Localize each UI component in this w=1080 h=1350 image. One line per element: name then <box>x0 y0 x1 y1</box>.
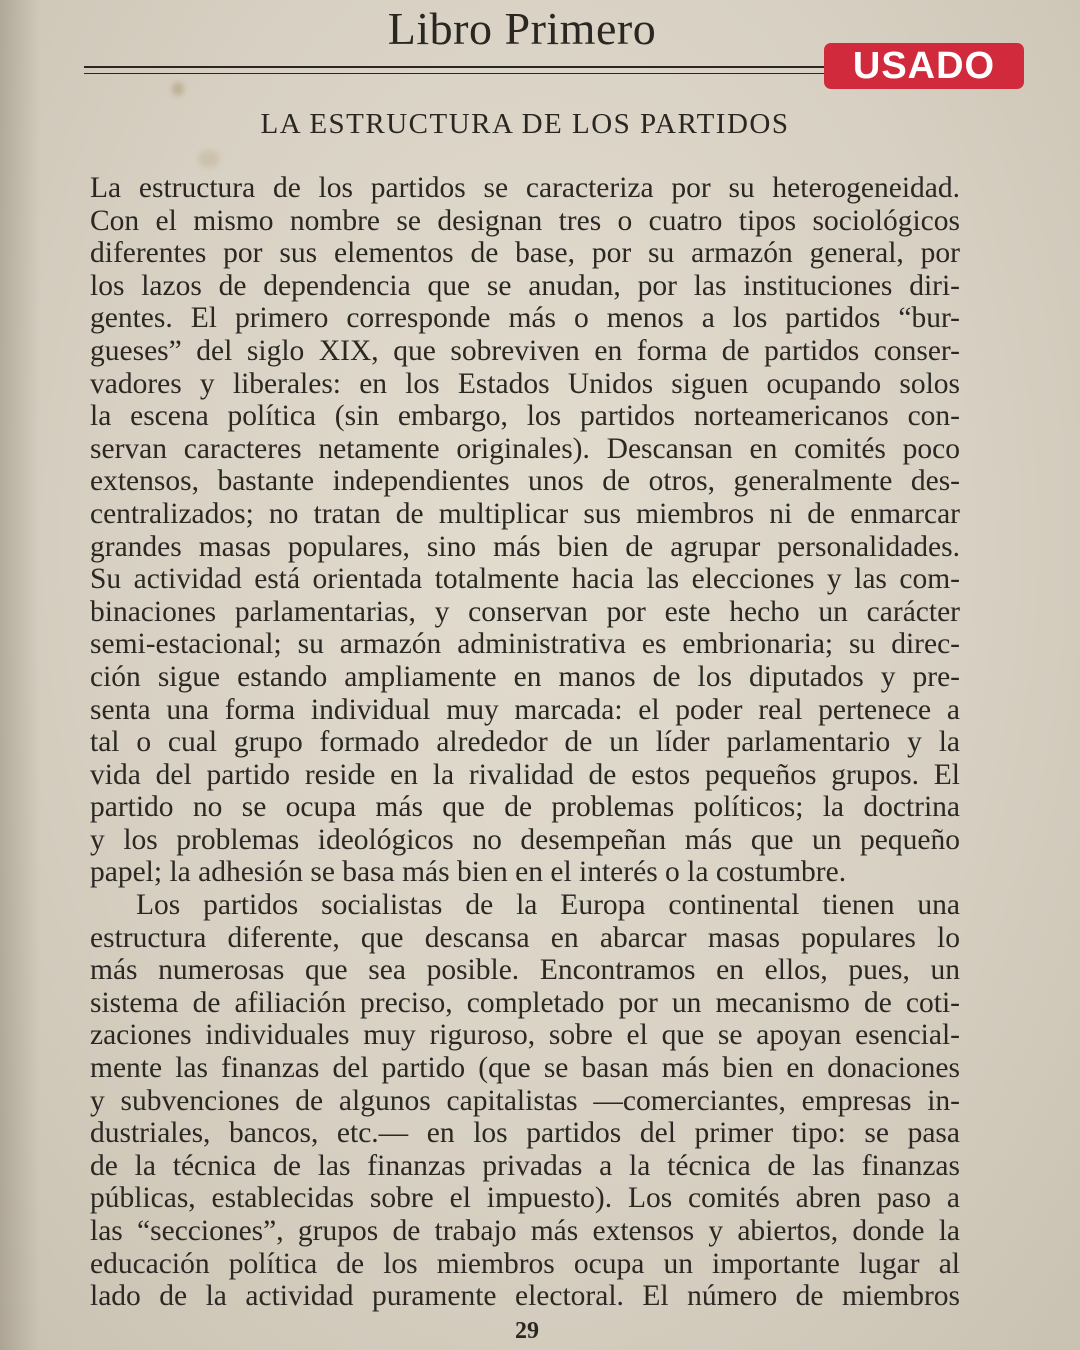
text-line: Con el mismo nombre se designan tres o cuatro tipos sociológicos <box>90 204 960 237</box>
text-line: centralizados; no tratan de multiplicar sus miembros ni de enmarcar <box>90 497 960 530</box>
text-line: vida del partido reside en la rivalidad de estos pequeños grupos. El <box>90 758 960 791</box>
text-line: ción sigue estando ampliamente en manos de los diputados y pre- <box>90 660 960 693</box>
text-line: mente las finanzas del partido (que se basan más bien en donaciones <box>90 1052 960 1085</box>
text-line: sistema de afiliación preciso, completado por un mecanismo de coti- <box>90 986 960 1019</box>
text-line: públicas, establecidas sobre el impuesto). Los comités abren paso a <box>90 1182 960 1215</box>
text-line: y subvenciones de algunos capitalistas —comerciantes, empresas in- <box>90 1084 960 1117</box>
text-line: semi-estacional; su armazón administrativa es embrionaria; su direc- <box>90 628 960 661</box>
paper-stain <box>198 150 220 168</box>
text-line: las “secciones”, grupos de trabajo más extensos y abiertos, donde la <box>90 1215 960 1247</box>
text-line: estructura diferente, que descansa en abarcar masas populares lo <box>90 921 960 954</box>
text-line: grandes masas populares, sino más bien de agrupar personalidades. <box>90 530 960 563</box>
paper-stain <box>172 82 184 96</box>
text-line: vadores y liberales: en los Estados Unidos siguen ocupando solos <box>90 367 960 400</box>
used-badge: USADO <box>824 43 1024 89</box>
running-head: Libro Primero <box>387 3 657 54</box>
text-line: dustriales, bancos, etc.— en los partidos del primer tipo: se pasa <box>90 1117 960 1150</box>
text-line: educación política de los miembros ocupa un importante lugar al <box>90 1247 960 1280</box>
text-line: los lazos de dependencia que se anudan, por las instituciones diri- <box>90 269 960 302</box>
text-line: partido no se ocupa más que de problemas políticos; la doctrina <box>90 791 960 824</box>
text-line: servan caracteres netamente originales). Descansan en comités poco <box>90 432 960 465</box>
page-edge-shadow <box>0 0 40 1350</box>
text-line: gueses” del siglo XIX, que sobreviven en forma de partidos conser- <box>90 334 960 367</box>
text-line: papel; la adhesión se basa más bien en el interés o la costumbre. <box>90 856 847 889</box>
text-line: tal o cual grupo formado alrededor de un líder parlamentario y la <box>90 726 960 759</box>
text-line: de la técnica de las finanzas privadas a la técnica de las finanzas <box>90 1149 960 1182</box>
text-line: y los problemas ideológicos no desempeñan más que un pequeño <box>90 823 960 856</box>
body-text <box>90 172 960 1313</box>
text-line: extensos, bastante independientes unos de otros, generalmente des- <box>90 465 960 498</box>
text-line: binaciones parlamentarias, y conservan por este hecho un carácter <box>90 595 960 628</box>
text-line: la escena política (sin embargo, los partidos norteamericanos con- <box>90 400 960 433</box>
text-line: Los partidos socialistas de la Europa continental tienen una <box>136 889 960 922</box>
header-rule <box>84 66 828 74</box>
chapter-title: LA ESTRUCTURA DE LOS PARTIDOS <box>260 108 790 140</box>
page-number: 29 <box>515 1318 539 1344</box>
text-line: más numerosas que sea posible. Encontramos en ellos, pues, un <box>90 954 960 987</box>
text-line: gentes. El primero corresponde más o menos a los partidos “bur- <box>90 302 960 335</box>
text-line: zaciones individuales muy riguroso, sobre el que se apoyan esencial- <box>90 1019 960 1052</box>
text-line: lado de la actividad puramente electoral. El número de miembros <box>90 1280 960 1313</box>
text-line: Su actividad está orientada totalmente hacia las elecciones y las com- <box>90 563 960 596</box>
text-line: La estructura de los partidos se caracteriza por su heterogeneidad. <box>90 172 960 204</box>
text-line: senta una forma individual muy marcada: el poder real pertenece a <box>90 693 960 726</box>
text-line: diferentes por sus elementos de base, por su armazón general, por <box>90 237 960 270</box>
